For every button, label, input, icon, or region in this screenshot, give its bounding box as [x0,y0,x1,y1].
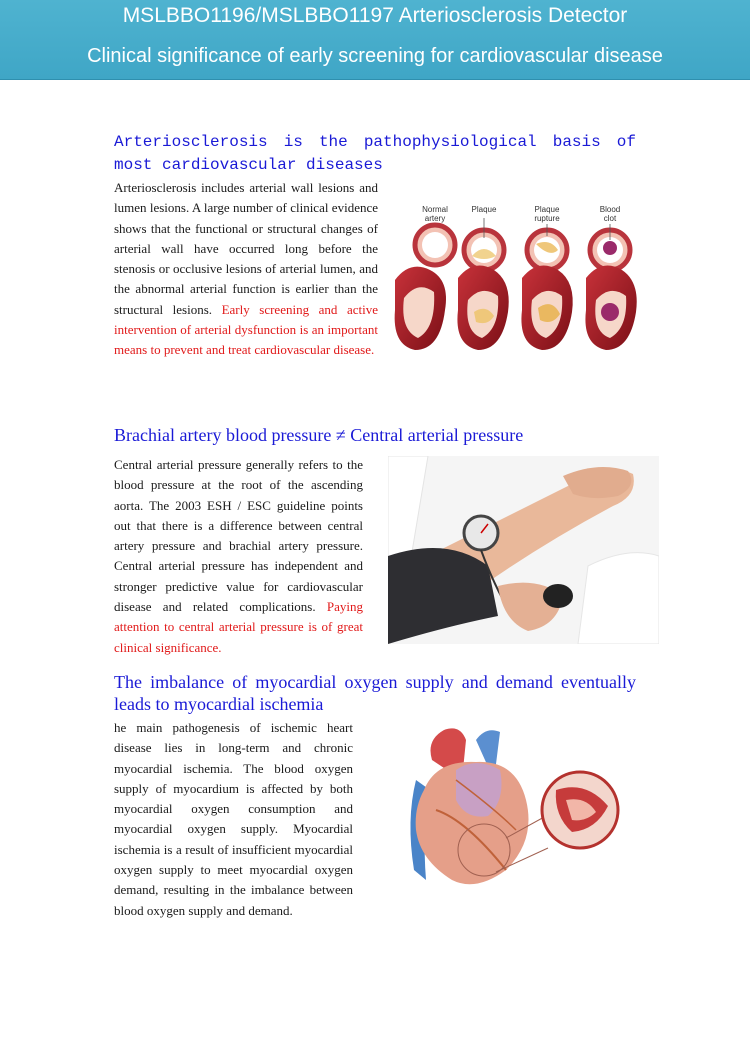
section1-highlight: Early screening and active intervention of arterial dysfunction is an important means to prevent and treat cardiovascular disease. [114,301,378,358]
blood-pressure-measurement-photo [388,456,659,644]
label-normal-artery: Normal artery [422,205,448,223]
label-plaque: Plaque [471,205,497,214]
section2-heading: Brachial artery blood pressure ≠ Central arterial pressure [114,425,524,445]
page-header [0,0,750,80]
section1-text [114,178,378,361]
artery-cross-sections [415,218,630,270]
section3-text [114,718,353,921]
section1-body: Arteriosclerosis includes arterial wall lesions and lumen lesions. A large number of clinical evidence shows that the functional or structural changes of arterial wall have occurred long before the stenosis or occlusive lesions of arterial lumen, and the abnormal arterial function is earlier than the structural lesions. [114,180,378,317]
section3-body: he main pathogenesis of ischemic heart disease lies in long-term and chronic myocardial ischemia. The blood oxygen supply of myocardium is affected by both myocardial oxygen consumption and myocardial oxygen supply. Myocardial ischemia is a result of insufficient myocardial oxygen supply to meet myocardial oxygen demand, resulting in the imbalance between blood oxygen supply and demand. [114,720,353,918]
page-subtitle: Clinical significance of early screening for cardiovascular disease [87,45,663,67]
label-blood-clot: Blood clot [599,205,621,223]
section2-text [114,455,363,658]
label-plaque-rupture: Plaque rupture [534,205,560,223]
section1-heading: Arteriosclerosis is the pathophysiological basis of most cardiovascular diseases [114,133,636,174]
section2-highlight: Paying attention to central arterial pressure is of great clinical significance. [114,599,363,655]
page-title: MSLBBO1196/MSLBBO1197 Arteriosclerosis Detector [122,4,628,27]
artery-longitudinal-sections [395,266,637,351]
arteriosclerosis-stages-illustration [390,200,640,360]
heart-ischemia-illustration [396,720,636,900]
section3-heading: The imbalance of myocardial oxygen supply and demand eventually leads to myocardial ischemia [114,672,636,714]
section2-body: Central arterial pressure generally refers to the blood pressure at the root of the ascending aorta. The 2003 ESH / ESC guideline points out that there is a difference between central artery pressure and brachial artery pressure. Central arterial pressure has independent and stronger predictive value for cardiovascular disease and related complications. [114,457,363,615]
